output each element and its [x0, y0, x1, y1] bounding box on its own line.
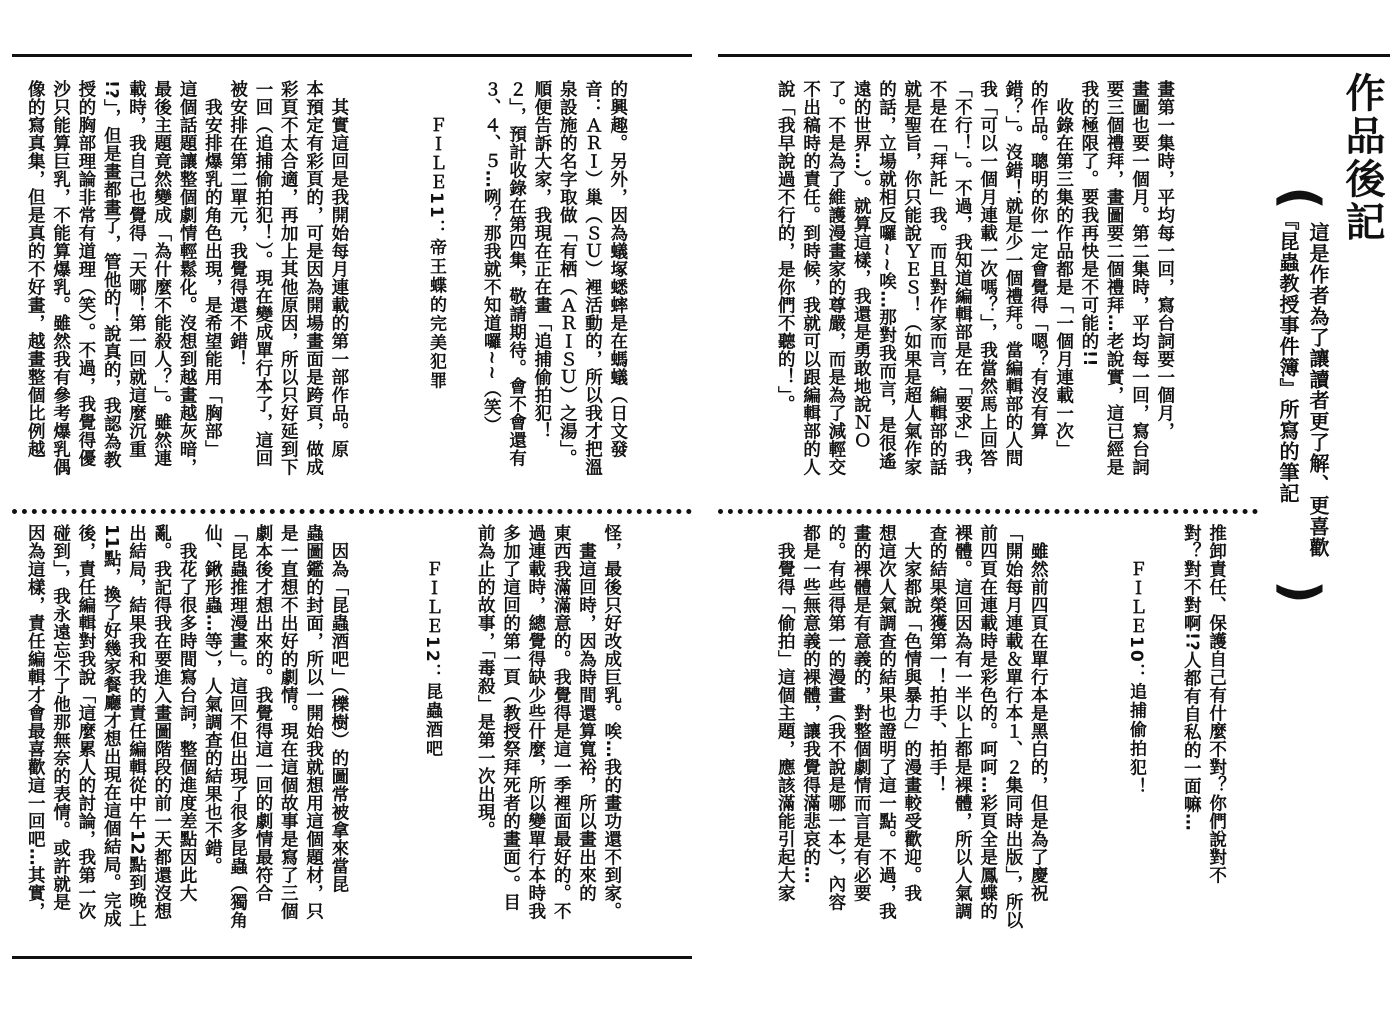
subtitle-open-paren: ( [1269, 186, 1330, 210]
file11-text: 其實這回是我開始每月連載的第一部作品。原 本預定有彩頁的，可是因為開場畫面是跨頁，做成 彩頁不太合適，再加上其他原因，所以只好延到下 一回（追捕偷拍犯！）。現在變成單行本了，這回 被安排在第二單元，我覺得還不錯！ 我安排爆乳的角色出現，是希望能用「胸部」 這個話題讓整個劇情輕鬆化。沒想到越畫越灰暗， 最後主題竟然變成「為什麼不能殺人？」。雖然連 載時，我自己也覺得「天哪！第一回就這麼沉重 !?」，但是畫都畫了，管他的！說真的，我認為教 授的胸部理論非常有道理（笑）。不過，我覺得優 沙只能算巨乳，不能算爆乳。雖然我有參考爆乳偶 像的寫真集，但是真的不好畫，越畫整個比例越 [25, 80, 349, 476]
file10-text: 雖然前四頁在單行本是黑白的，但是為了慶祝 「開始每月連載＆單行本１、２集同時出版」，所以 前四頁在連載時是彩色的。呵呵…彩頁全是鳳蝶的 裸體。這回因為有一半以上都是裸體，所以人氣調 查的結果榮獲第一！拍手、拍手！ 大家都說「色情與暴力」的漫畫較受歡迎。我 想這次人氣調查的結果也證明了這一點。不過，我 畫的裸體是有意義的，對整個劇情而言是有必要 的。有些得第一的漫畫（我不說是哪一本），內容 都是一些無意義的裸體，讓我覺得滿悲哀的… 我覺得「偷拍」這個主題，應該滿能引起大家 [775, 524, 1049, 930]
left-upper-text: 的興趣。另外，因為蟻塚蟋蟀是在螞蟻（日文發 音：ＡＲＩ）巢（ＳＵ）裡活動的，所以我才把溫 泉設施的名字取做「有栖（ＡＲＩＳＵ）之湯」。 順便告訴大家，我現在正在畫「追捕偷拍犯！ ２」，預計收錄在第四集，敬請期待。會不會還有 ３、４、５…咧？那我就不知道囉∼∼（笑） [481, 80, 628, 476]
divider-dots-right [718, 509, 1258, 514]
file12-text: 因為「昆蟲酒吧」（櫟樹）的圖常被拿來當昆 蟲圖鑑的封面，所以一開始我就想用這個題材，只 是一直想不出好的劇情。現在這個故事是寫了三個 劇本後才想出來的。我覺得這一回的劇情最符合 「昆蟲推理漫畫」。這回不但出現了很多昆蟲（獨角 仙、鍬形蟲…等），人氣調查的結果也不錯。 我花了很多時間寫台詞，整個進度差點因此大 亂。我記得我在要進入畫圖階段的前一天都還沒想 出結局，結果我和我的責任編輯從中午12點到晚上 11點，換了好幾家餐廳才想出現在這個結局。完成 後，責任編輯對我說「這麼累人的討論，我第一次 碰到」，我永遠忘不了他那無奈的表情。或許就是 因為這樣，責任編輯才會最喜歡這一回吧…其實， [25, 524, 349, 930]
afterword-subtitle-line1: 這是作者為了讓讀者更了解、更喜歡 [1306, 222, 1330, 558]
file10-heading: ＦＩＬＥ10：追捕偷拍犯！ [1126, 560, 1146, 797]
file11-heading: ＦＩＬＥ11：帝王蝶的完美犯罪 [426, 116, 446, 391]
top-rule-left [12, 54, 692, 57]
top-rule-right [718, 54, 1390, 57]
divider-dots-left [12, 509, 692, 514]
left-lower-continued: 怪，最後只好改成巨乳。唉…我的畫功還不到家。 畫這回時，因為時間還算寬裕，所以畫出來的 東西我滿滿意的。我覺得是這一季裡面最好的。不 過連載時，總覺得缺少些什麼，所以變單行本時我 多加了這回的第一頁（教授祭拜死者的畫面）。目 前為止的故事，「毒殺」是第一次出現。 [475, 524, 622, 920]
bottom-rule-left [12, 956, 692, 959]
right-upper-text: 畫第一集時，平均每一回，寫台詞要一個月， 畫圖也要一個月。第二集時，平均每一回，寫台詞 要三個禮拜，畫圖要二個禮拜…老說實，這已經是 我的極限了。要我再快是不可能的!! 收錄在第三集的作品都是「一個月連載一次」 的作品。聰明的你一定會覺得「嗯？有沒有算 錯？」。沒錯！就是少一個禮拜。當編輯部的人問 我「可以一個月連載一次嗎？」，我當然馬上回答 「不行！」。不過，我知道編輯部是在「要求」我， 不是在「拜託」我。而且對作家而言，編輯部的話 就是聖旨，你只能說ＹＥＳ！（如果是超人氣作家 的話，立場就相反囉∼∼唉…那對我而言，是很遙 遠的世界…）。就算這樣，我還是勇敢地說ＮＯ 了。不是為了維護漫畫家的尊嚴，而是為了減輕交 不出稿時的責任。到時候，我就可以跟編輯部的人 說「我早說過不行的，是你們不聽的！」。 [775, 80, 1175, 486]
right-lower-intro: 推卸責任、保護自己有什麼不對？你們說對不 對？對不對啊!?人都有自私的一面嘛… [1181, 524, 1227, 884]
afterword-title: 作品後記 [1339, 72, 1386, 244]
right-page [700, 0, 1400, 1023]
file12-heading: ＦＩＬＥ12：昆蟲酒吧 [422, 560, 442, 759]
afterword-subtitle-line2: 『昆蟲教授事件簿』所寫的筆記 [1276, 210, 1300, 504]
subtitle-close-paren: ) [1269, 580, 1330, 604]
